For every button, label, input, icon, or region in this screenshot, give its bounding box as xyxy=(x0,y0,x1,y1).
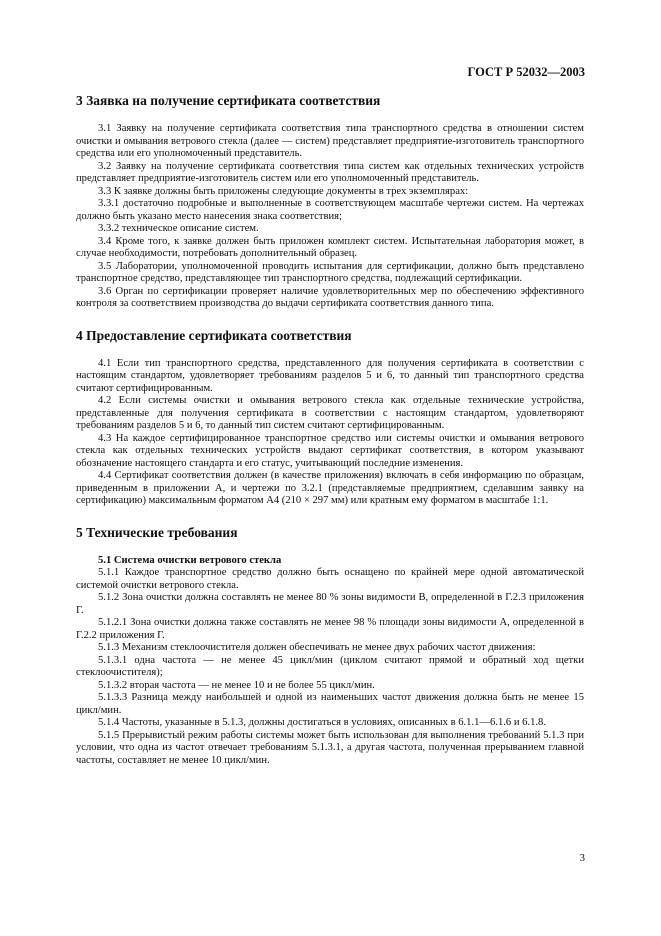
paragraph: 3.2 Заявку на получение сертификата соответствия типа систем как отдельных технических устройств представляет предприятие-изготовитель систем или его уполномоченный представитель. xyxy=(76,160,584,184)
paragraph: 5.1.2 Зона очистки должна составлять не менее 80 % зоны видимости B, определенной в Г.2.3 приложения Г. xyxy=(76,592,584,616)
paragraph: 5.1.3.2 вторая частота — не менее 10 и не более 55 цикл/мин. xyxy=(98,679,375,691)
subsection-title: 5.1 Система очистки ветрового стекла xyxy=(98,554,282,566)
section-5 xyxy=(76,525,584,768)
paragraph: 5.1.2.1 Зона очистки должна также составлять не менее 98 % площади зоны видимости A, определенной в Г.2.2 приложения Г. xyxy=(76,617,584,641)
paragraph: 5.1.3 Механизм стеклоочистителя должен обеспечивать не менее двух рабочих частот движения: xyxy=(98,642,536,653)
section-title: 4 Предоставление сертификата соответствия xyxy=(76,327,352,343)
paragraph: 4.2 Если системы очистки и омывания ветрового стекла как отдельные технические устройства, представленные для получения сертификата в соответствии с настоящим стандартом, удовлетворяют требованиям разделов 5 и 6, то данный тип систем считают сертифицированным. xyxy=(76,395,584,431)
paragraph: 3.4 Кроме того, к заявке должен быть приложен комплект систем. Испытательная лаборатория может, в случае необходимости, потребовать дополнительный образец. xyxy=(76,235,584,259)
paragraph: 3.6 Орган по сертификации проверяет наличие удовлетворительных мер по обеспечению эффективного контроля за соответствием производства до выдачи сертификата соответствия данного типа. xyxy=(76,285,584,309)
paragraph: 5.1.4 Частоты, указанные в 5.1.3, должны достигаться в условиях, описанных в 6.1.1—6.1.6 и 6.1.8. xyxy=(98,717,546,728)
paragraph: 3.3.1 достаточно подробные и выполненные в соответствующем масштабе чертежи систем. На чертежах должно быть указано место нанесения знака соответствия; xyxy=(76,198,584,222)
page-content xyxy=(76,93,584,784)
paragraph: 5.1.5 Прерывистый режим работы системы может быть использован для выполнения требований 5.1.3 при условии, что одна из частот отвечает требованиям 5.1.3.1, а другая частота, полученная прерыванием главной частоты, составляет не менее 10 цикл/мин. xyxy=(76,729,584,766)
section-4 xyxy=(76,328,584,508)
paragraph: 5.1.1 Каждое транспортное средство должно быть оснащено по крайней мере одной автоматической системой очистки ветрового стекла. xyxy=(76,567,584,591)
paragraph: 3.3.2 техническое описание систем. xyxy=(98,223,259,234)
paragraph: 4.4 Сертификат соответствия должен (в качестве приложения) включать в себя информацию по образцам, приведенным в приложении А, и чертежи по 3.2.1 (представляемые предприятием, сделавшим заявку на сертификацию) максимальным форматом А4 (210 × 297 мм) или кратным ему форматом в масштабе 1:1. xyxy=(76,470,584,506)
section-title: 3 Заявка на получение сертификата соответствия xyxy=(76,93,381,108)
paragraph: 5.1.3.3 Разница между наибольшей и одной из наименьших частот движения должна быть не менее 15 цикл/мин. xyxy=(76,692,584,716)
paragraph: 4.1 Если тип транспортного средства, представленного для получения сертификата в соответствии с настоящим стандартом, удовлетворяет требованиям разделов 5 и 6, то данный тип транспортного средства считают сертифицированным. xyxy=(76,357,584,394)
paragraph: 3.5 Лаборатории, уполномоченной проводить испытания для сертификации, должно быть представлено транспортное средство, представляющее тип транспортного средства, подлежащий сертификации. xyxy=(76,260,584,284)
page-number: 3 xyxy=(579,852,585,864)
section-3 xyxy=(76,93,584,311)
paragraph: 5.1.3.1 одна частота — не менее 45 цикл/мин (циклом считают прямой и обратный ход щетки стеклоочистителя); xyxy=(76,654,584,678)
paragraph: 3.3 К заявке должны быть приложены следующие документы в трех экземплярах: xyxy=(98,185,469,197)
paragraph: 4.3 На каждое сертифицированное транспортное средство или системы очистки и омывания ветрового стекла как отдельных технических устройств выдают сертификат соответствия, в котором указывают обозначение настоящего стандарта и его статус, учитывающий последние изменения. xyxy=(76,432,584,469)
section-title: 5 Технические требования xyxy=(76,524,238,540)
standard-header: ГОСТ Р 52032—2003 xyxy=(467,65,585,79)
paragraph: 3.1 Заявку на получение сертификата соответствия типа транспортного средства в отношении систем очистки и омывания ветрового стекла (далее — систем) представляет предприятие-изготовитель транспортного средства или его уполномоченный представитель. xyxy=(76,123,584,159)
